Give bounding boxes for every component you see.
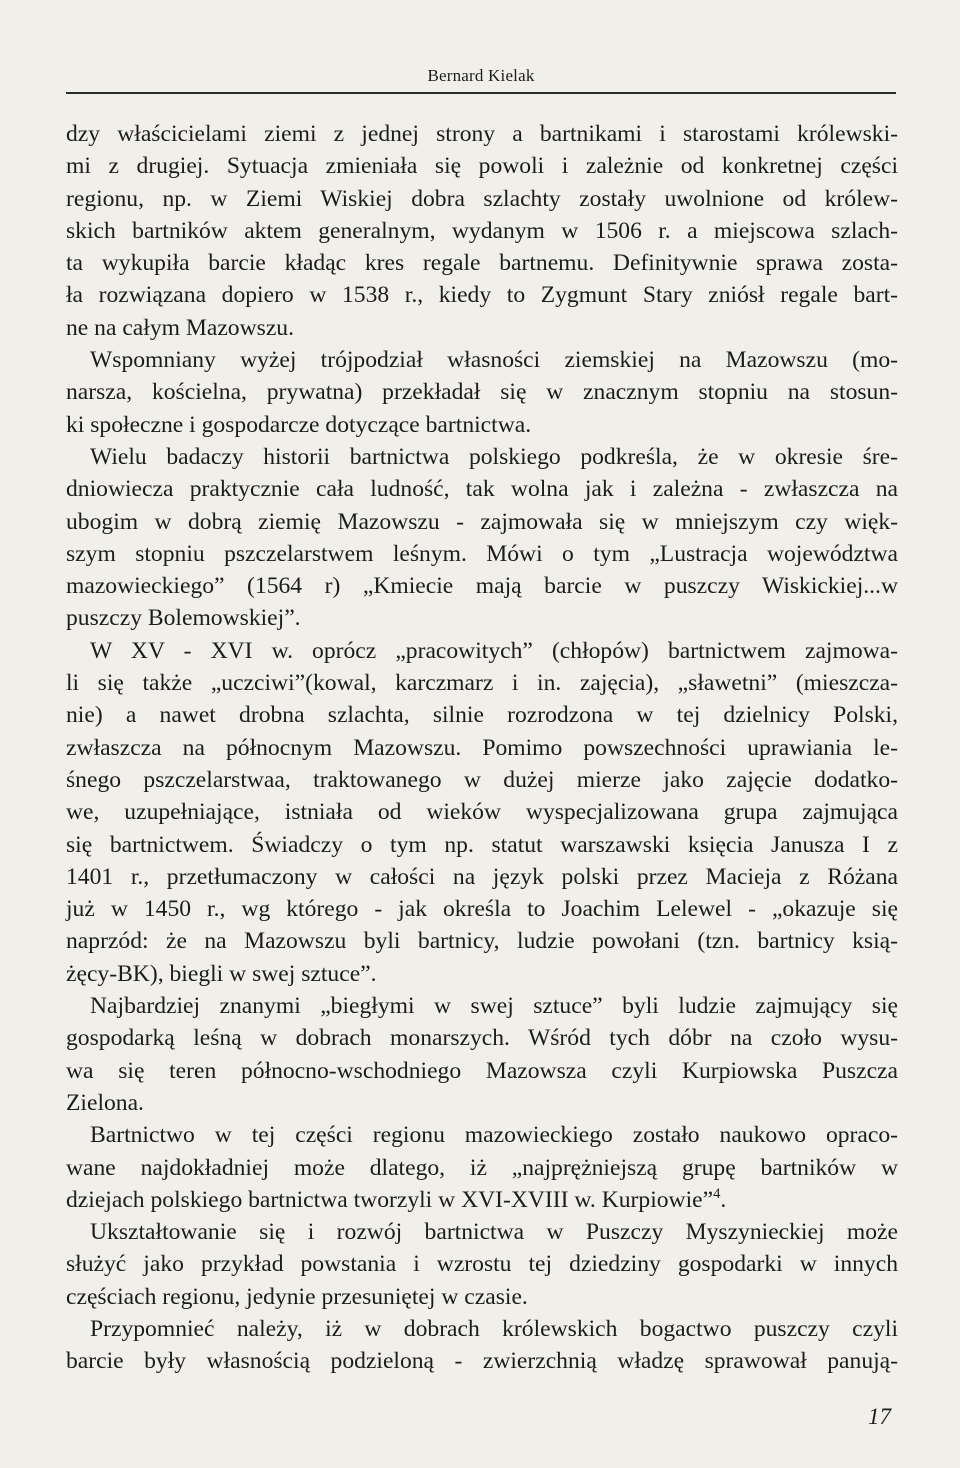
text-line-content: Najbardziej znanymi „biegłymi w swej sztuce” byli ludzie zajmujący się [90, 993, 898, 1020]
text-line [66, 699, 898, 731]
running-head: Bernard Kielak [427, 66, 535, 85]
text-line-content: ki społeczne i gospodarcze dotyczące bartnictwa. [66, 411, 532, 438]
text-line-content: częściach regionu, jedynie przesuniętej w czasie. [66, 1283, 528, 1310]
text-line [66, 1345, 898, 1377]
page-number: 17 [868, 1404, 891, 1429]
text-line-content: śnego pszczelarstwaa, traktowanego w dużej mierze jako zajęcie dodatko- [66, 766, 898, 793]
text-line [66, 570, 898, 602]
text-line-content: dziejach polskiego bartnictwa tworzyli w XVI-XVIII w. Kurpiowie” [66, 1186, 714, 1213]
text-line-content: Wielu badaczy historii bartnictwa polskiego podkreśla, że w okresie śre- [90, 443, 898, 470]
header-rule [66, 92, 896, 94]
text-line-content: nie) a nawet drobna szlachta, silnie rozrodzona w tej dzielnicy Polski, [66, 702, 898, 729]
text-line-content: skich bartników aktem generalnym, wydanym w 1506 r. a miejscowa szlach- [66, 217, 898, 244]
body-text [66, 118, 898, 1378]
text-line-content: Bartnictwo w tej części regionu mazowieckiego zostało naukowo opraco- [90, 1122, 898, 1149]
text-line-content: narsza, kościelna, prywatna) przekładał się w znacznym stopniu na stosun- [66, 379, 898, 406]
text-line [66, 506, 898, 538]
text-line-content: dniowiecza praktycznie cała ludność, tak wolna jak i zależna - zwłaszcza na [66, 476, 898, 503]
text-line [66, 1087, 898, 1119]
text-line [66, 796, 898, 828]
text-line [66, 1216, 898, 1248]
text-line-content: ubogim w dobrą ziemię Mazowszu - zajmowała się w mniejszym czy więk- [66, 508, 898, 535]
text-line [66, 1281, 898, 1313]
text-line [66, 829, 898, 861]
text-line [66, 732, 898, 764]
text-line-content: 1401 r., przetłumaczony w całości na język polski przez Macieja z Różana [66, 863, 898, 890]
text-line [66, 958, 898, 990]
text-line [66, 1055, 898, 1087]
text-line [66, 376, 898, 408]
text-line [66, 1248, 898, 1280]
text-line [66, 635, 898, 667]
text-line-content: Wspomniany wyżej trójpodział własności ziemskiej na Mazowszu (mo- [90, 347, 898, 374]
text-line [66, 344, 898, 376]
text-line-content: zwłaszcza na północnym Mazowszu. Pomimo powszechności uprawiania le- [66, 734, 898, 761]
text-line-content: ła rozwiązana dopiero w 1538 r., kiedy to Zygmunt Stary zniósł regale bart- [66, 282, 898, 309]
text-line [66, 279, 898, 311]
text-line-content: ta wykupiła barcie kładąc kres regale bartnemu. Definitywnie sprawa zosta- [66, 250, 898, 277]
text-line-content: Przypomnieć należy, iż w dobrach królewskich bogactwo puszczy czyli [90, 1315, 898, 1342]
text-line [66, 925, 898, 957]
text-line-content: li się także „uczciwi”(kowal, karczmarz i in. zajęcia), „sławetni” (mieszcza- [66, 670, 898, 697]
text-line [66, 1184, 898, 1216]
text-line [66, 861, 898, 893]
footnote-reference: 4 [713, 1185, 721, 1202]
text-line-content: wane najdokładniej może dlatego, iż „najprężniejszą grupę bartników w [66, 1154, 898, 1181]
text-line [66, 990, 898, 1022]
text-line [66, 409, 898, 441]
text-line-content: ne na całym Mazowszu. [66, 314, 294, 341]
text-line-content: barcie były własnością podzieloną - zwierzchnią władzę sprawował panują- [66, 1348, 898, 1375]
text-line [66, 1022, 898, 1054]
text-line-punctuation: . [720, 1186, 727, 1213]
text-line-content: mazowieckiego” (1564 r) „Kmiecie mają barcie w puszczy Wiskickiej...w [66, 573, 898, 600]
text-line [66, 1119, 898, 1151]
text-line-content: wa się teren północno-wschodniego Mazowsza czyli Kurpiowska Puszcza [66, 1057, 898, 1084]
text-line [66, 893, 898, 925]
text-line-content: regionu, np. w Ziemi Wiskiej dobra szlachty zostały uwolnione od królew- [66, 185, 898, 212]
text-line-content: szym stopniu pszczelarstwem leśnym. Mówi o tym „Lustracja województwa [66, 540, 898, 567]
text-line-content: W XV - XVI w. oprócz „pracowitych” (chłopów) bartnictwem zajmowa- [90, 637, 898, 664]
text-line [66, 1313, 898, 1345]
text-line-content: dzy właścicielami ziemi z jednej strony a bartnikami i starostami królewski- [66, 121, 898, 147]
text-line [66, 312, 898, 344]
text-line [66, 1152, 898, 1184]
text-line [66, 118, 898, 150]
text-line-content: się bartnictwem. Świadczy o tym np. statut warszawski księcia Janusza I z [66, 831, 898, 858]
text-line [66, 183, 898, 215]
text-line-content: puszczy Bolemowskiej”. [66, 605, 301, 632]
text-line [66, 764, 898, 796]
text-line-content: już w 1450 r., wg którego - jak określa to Joachim Lelewel - „okazuje się [66, 896, 898, 923]
text-line-content: gospodarką leśną w dobrach monarszych. Wśród tych dóbr na czoło wysu- [66, 1025, 898, 1052]
text-line-content: naprzód: że na Mazowszu byli bartnicy, ludzie powołani (tzn. bartnicy ksią- [66, 928, 898, 955]
text-line-content: mi z drugiej. Sytuacja zmieniała się powoli i zależnie od konkretnej części [66, 153, 898, 180]
text-line [66, 215, 898, 247]
text-line-content: Zielona. [66, 1089, 144, 1116]
text-line-content: we, uzupełniające, istniała od wieków wyspecjalizowana grupa zajmująca [66, 799, 898, 826]
text-line [66, 473, 898, 505]
text-line [66, 441, 898, 473]
text-line [66, 150, 898, 182]
text-line [66, 667, 898, 699]
text-line-content: służyć jako przykład powstania i wzrostu tej dziedziny gospodarki w innych [66, 1251, 898, 1278]
text-line [66, 602, 898, 634]
text-line [66, 538, 898, 570]
text-line [66, 247, 898, 279]
text-line-content: żęcy-BK), biegli w swej sztuce”. [66, 960, 377, 987]
text-line-content: Ukształtowanie się i rozwój bartnictwa w Puszczy Myszynieckiej może [90, 1219, 898, 1246]
